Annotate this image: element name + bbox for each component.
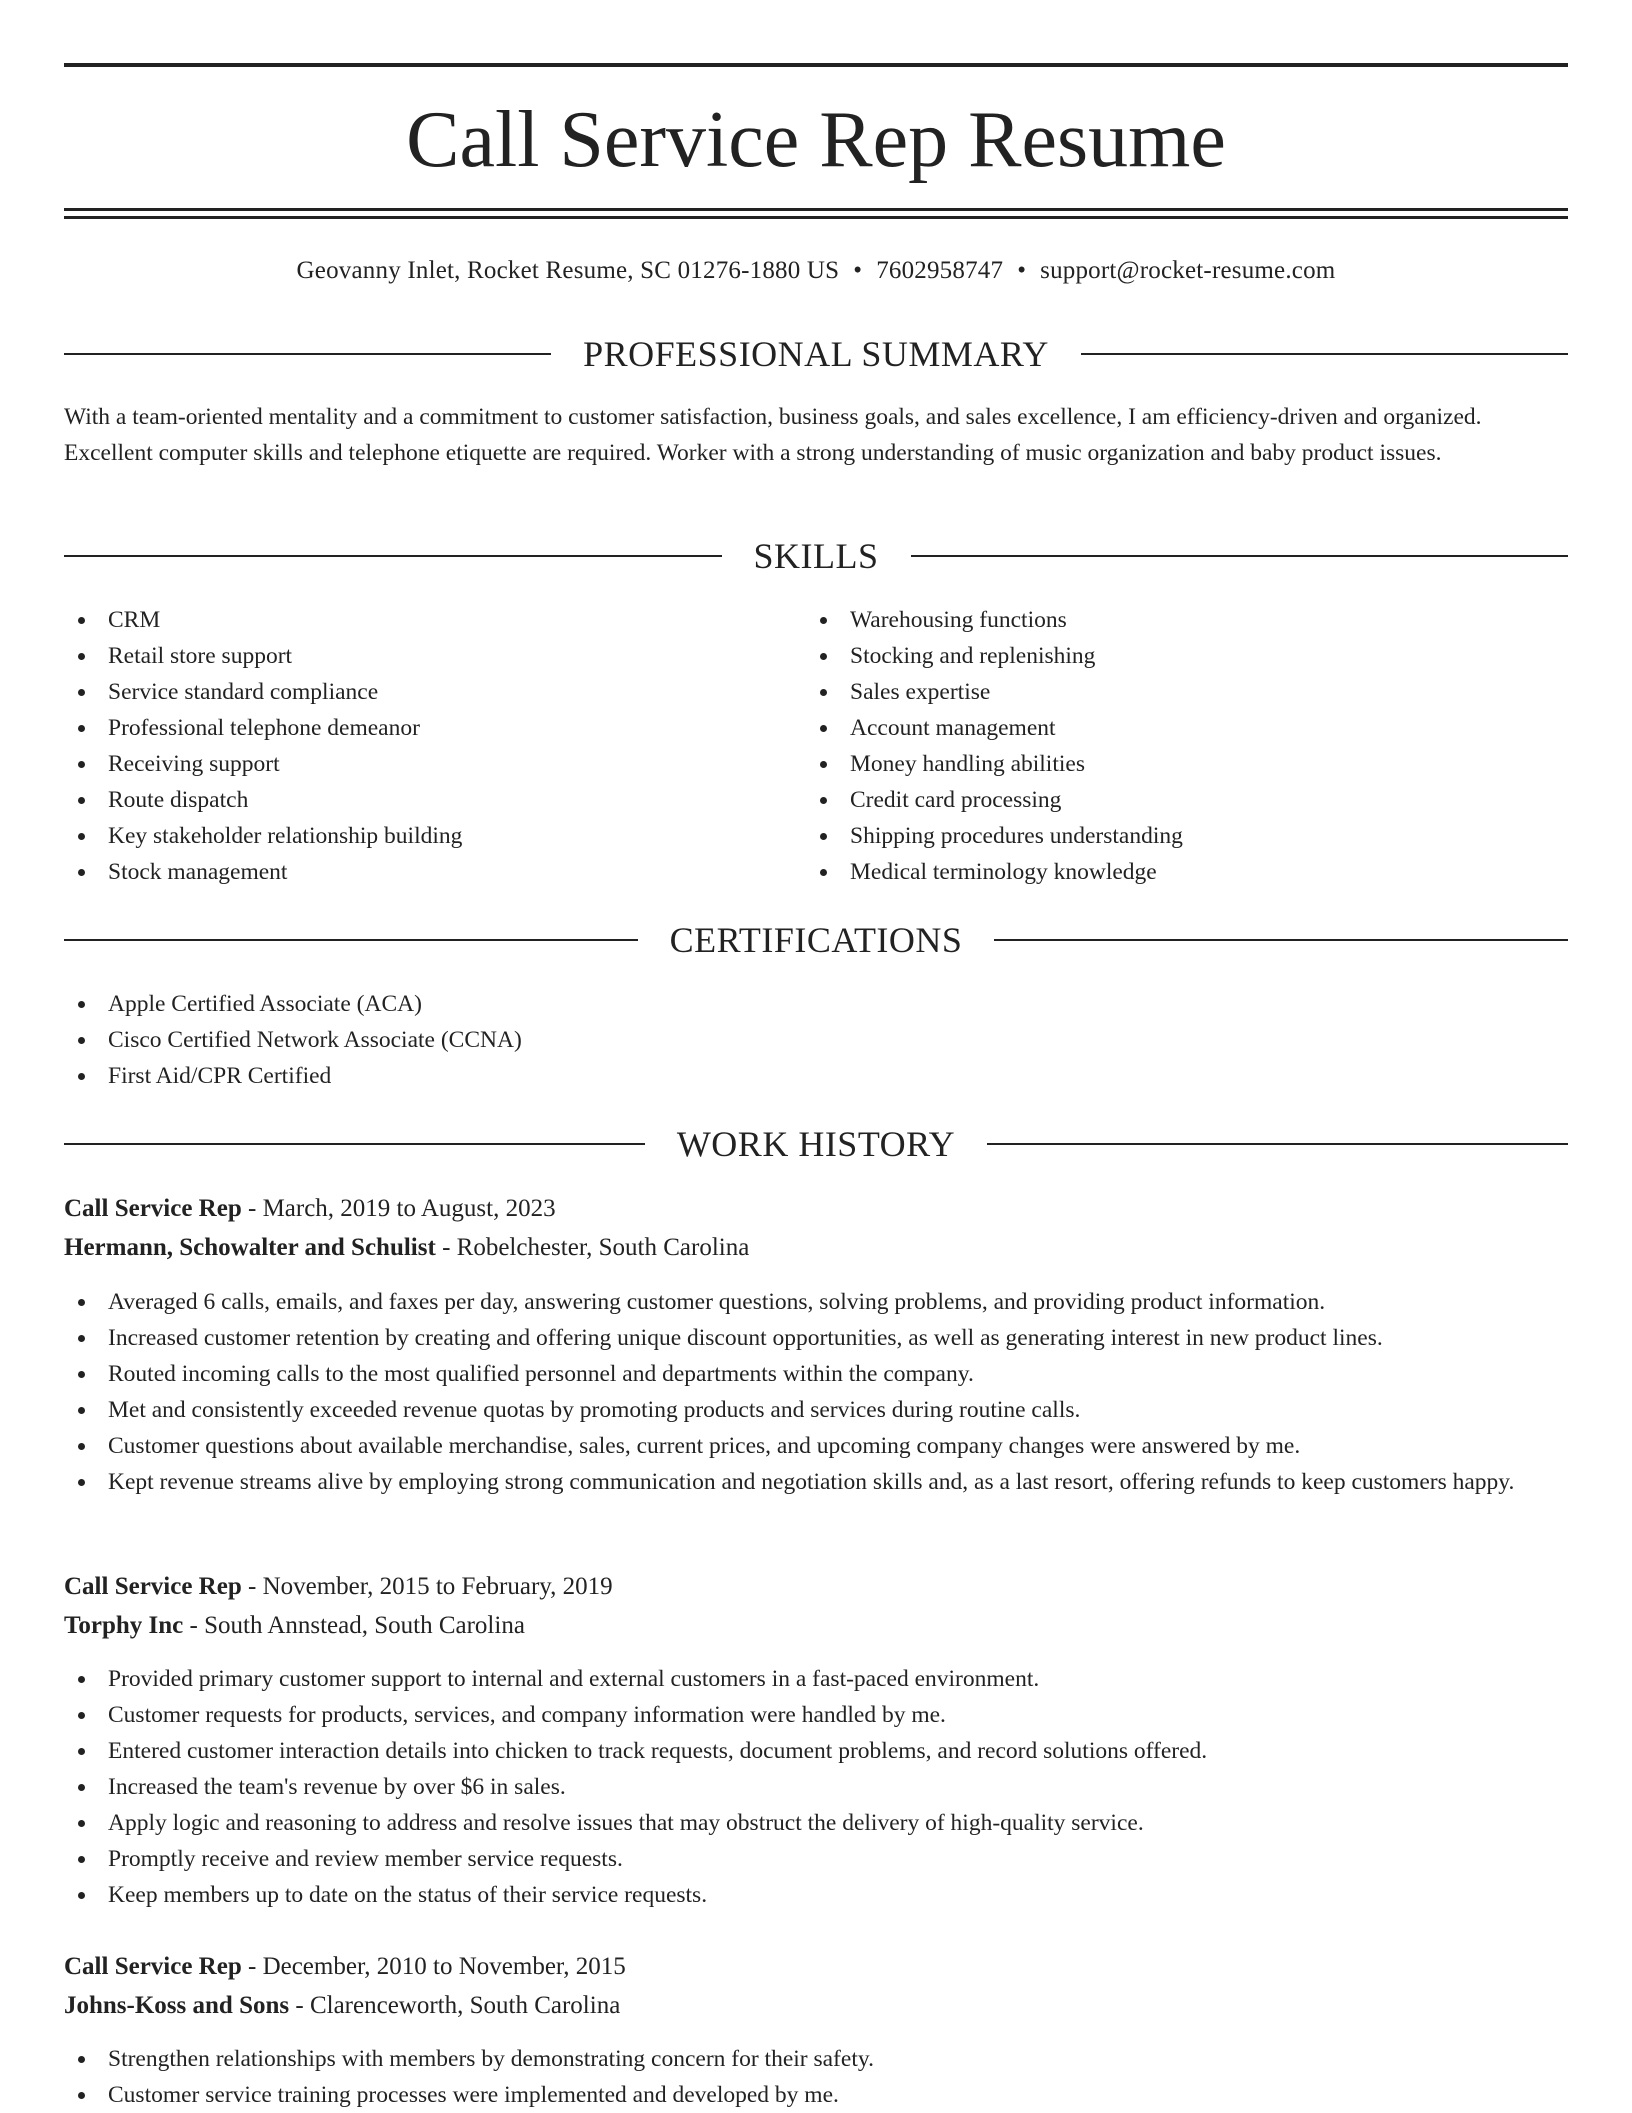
contact-line <box>64 254 1568 288</box>
divider <box>64 555 722 557</box>
skill-item <box>64 782 804 818</box>
job-duty-text: Customer service training processes were implemented and developed by me. <box>108 2082 839 2108</box>
skill-text: CRM <box>108 607 161 633</box>
bullet-icon <box>78 1335 85 1342</box>
bullet-icon <box>820 617 827 624</box>
skill-text: Shipping procedures understanding <box>850 823 1183 849</box>
skill-item <box>806 746 1566 782</box>
job-dates: November, 2015 to February, 2019 <box>262 1573 613 1600</box>
section-title: SKILLS <box>753 536 879 576</box>
skill-text: Credit card processing <box>850 787 1062 813</box>
skill-item <box>64 818 804 854</box>
skill-item <box>64 710 804 746</box>
skill-item <box>64 674 804 710</box>
bullet-icon <box>78 1001 85 1008</box>
bullet-icon <box>78 1676 85 1683</box>
divider <box>911 555 1569 557</box>
job-location: Robelchester, South Carolina <box>456 1234 750 1261</box>
bullet-icon <box>78 797 85 804</box>
job-duties-list <box>64 2041 1568 2113</box>
job-title: Call Service Rep <box>64 1195 242 1222</box>
bullet-icon <box>78 1371 85 1378</box>
bullet-icon <box>78 1443 85 1450</box>
job-duty-item <box>64 1769 1568 1805</box>
job-dash: - <box>241 1573 263 1600</box>
skill-item <box>806 782 1566 818</box>
bullet-icon <box>820 725 827 732</box>
skill-text: Receiving support <box>108 751 280 777</box>
title-double-rule <box>64 208 1568 219</box>
bullet-icon <box>820 869 827 876</box>
job-duty-text: Keep members up to date on the status of their service requests. <box>108 1882 708 1908</box>
section-heading-summary <box>64 331 1568 377</box>
skill-item <box>806 710 1566 746</box>
job-dates: March, 2019 to August, 2023 <box>262 1195 556 1222</box>
job-duty-text: Increased the team's revenue by over $6 in sales. <box>108 1774 566 1800</box>
skill-text: Sales expertise <box>850 679 991 705</box>
skill-item <box>806 674 1566 710</box>
skill-item <box>64 854 804 890</box>
bullet-icon <box>820 653 827 660</box>
job-title-line <box>64 1190 1568 1228</box>
job-title: Call Service Rep <box>64 1573 242 1600</box>
bullet-icon <box>78 1784 85 1791</box>
bullet-icon <box>78 725 85 732</box>
skill-item <box>64 602 804 638</box>
section-title: WORK HISTORY <box>676 1124 956 1164</box>
bullet-icon <box>820 761 827 768</box>
job-duty-text: Strengthen relationships with members by demonstrating concern for their safety. <box>108 2046 874 2072</box>
certifications-list <box>64 986 1568 1094</box>
job-dash: - <box>241 1195 263 1222</box>
bullet-icon <box>78 1820 85 1827</box>
divider <box>994 939 1568 941</box>
skill-text: Medical terminology knowledge <box>850 859 1157 885</box>
job-location: Clarenceworth, South Carolina <box>309 1992 621 2019</box>
certification-text: Cisco Certified Network Associate (CCNA) <box>108 1027 522 1053</box>
job-duty-item <box>64 1841 1568 1877</box>
section-title: CERTIFICATIONS <box>669 920 963 960</box>
job-company-line <box>64 1607 1568 1645</box>
job-duty-item <box>64 2077 1568 2113</box>
job-company-line <box>64 1229 1568 1267</box>
certification-text: First Aid/CPR Certified <box>108 1063 332 1089</box>
job-duty-text: Met and consistently exceeded revenue quotas by promoting products and services during routine calls. <box>108 1397 1081 1423</box>
certification-item <box>64 1022 1568 1058</box>
bullet-icon <box>820 689 827 696</box>
skill-item <box>806 818 1566 854</box>
skill-text: Retail store support <box>108 643 293 669</box>
section-heading-work-history <box>64 1121 1568 1167</box>
job-duty-text: Provided primary customer support to internal and external customers in a fast-paced environment. <box>108 1666 1040 1692</box>
skill-item <box>64 746 804 782</box>
job-duties-list <box>64 1661 1568 1913</box>
resume-title: Call Service Rep Resume <box>406 96 1226 184</box>
job-duty-text: Customer requests for products, services, and company information were handled by me. <box>108 1702 946 1728</box>
contact-email: support@rocket-resume.com <box>1040 257 1336 284</box>
job-company: Hermann, Schowalter and Schulist <box>64 1234 436 1261</box>
job-duty-text: Customer questions about available merchandise, sales, current prices, and upcoming company changes were answered by me. <box>108 1433 1301 1459</box>
job-company: Johns-Koss and Sons <box>64 1992 290 2019</box>
skill-text: Money handling abilities <box>850 751 1085 777</box>
job-dash: - <box>183 1612 205 1639</box>
bullet-icon <box>78 1407 85 1414</box>
job-duty-item <box>64 1284 1568 1320</box>
contact-address: Geovanny Inlet, Rocket Resume, SC 01276-1880 US <box>296 257 840 284</box>
skill-text: Professional telephone demeanor <box>108 715 420 741</box>
job-duty-item <box>64 1733 1568 1769</box>
certification-item <box>64 1058 1568 1094</box>
skills-list-right <box>806 602 1566 890</box>
certification-text: Apple Certified Associate (ACA) <box>108 991 422 1017</box>
job-duties-list <box>64 1284 1568 1500</box>
skill-item <box>806 602 1566 638</box>
bullet-icon <box>78 1748 85 1755</box>
skill-item <box>806 854 1566 890</box>
job-title-line <box>64 1948 1568 1986</box>
contact-separator: • <box>853 257 863 284</box>
bullet-icon <box>78 1479 85 1486</box>
job-duty-text: Entered customer interaction details into chicken to track requests, document problems, and record solutions offered. <box>108 1738 1208 1764</box>
bullet-icon <box>78 1073 85 1080</box>
bullet-icon <box>78 869 85 876</box>
job-duty-item <box>64 1697 1568 1733</box>
summary-text: With a team-oriented mentality and a commitment to customer satisfaction, business goals, and sales excellence, I am efficiency-driven and organized. Excellent computer skills and telephone etiquette are required. Worker with a strong understanding of music organization and baby product issues. <box>64 404 1482 466</box>
bullet-icon <box>78 689 85 696</box>
job-title: Call Service Rep <box>64 1953 242 1980</box>
job-duty-item <box>64 2041 1568 2077</box>
bullet-icon <box>78 1037 85 1044</box>
bullet-icon <box>78 617 85 624</box>
skills-list-left <box>64 602 804 890</box>
job-company-line <box>64 1987 1568 2025</box>
job-duty-item <box>64 1661 1568 1697</box>
job-location: South Annstead, South Carolina <box>204 1612 525 1639</box>
bullet-icon <box>820 833 827 840</box>
job-duty-text: Routed incoming calls to the most qualified personnel and departments within the company. <box>108 1361 974 1387</box>
skill-text: Stocking and replenishing <box>850 643 1096 669</box>
job-duty-item <box>64 1392 1568 1428</box>
divider <box>1081 353 1568 355</box>
section-title: PROFESSIONAL SUMMARY <box>583 334 1049 374</box>
job-duty-item <box>64 1464 1568 1500</box>
divider <box>64 1143 645 1145</box>
job-duty-text: Averaged 6 calls, emails, and faxes per day, answering customer questions, solving problems, and providing product information. <box>108 1289 1326 1315</box>
section-heading-certifications <box>64 917 1568 963</box>
job-duty-item <box>64 1877 1568 1913</box>
section-heading-skills <box>64 533 1568 579</box>
job-company: Torphy Inc <box>64 1612 184 1639</box>
job-duty-item <box>64 1805 1568 1841</box>
job-duty-text: Apply logic and reasoning to address and resolve issues that may obstruct the delivery of high-quality service. <box>108 1810 1144 1836</box>
job-duty-item <box>64 1356 1568 1392</box>
job-duty-text: Promptly receive and review member service requests. <box>108 1846 623 1872</box>
skill-text: Route dispatch <box>108 787 249 813</box>
job-dates: December, 2010 to November, 2015 <box>262 1953 626 1980</box>
divider <box>987 1143 1568 1145</box>
contact-separator: • <box>1017 257 1027 284</box>
bullet-icon <box>78 1856 85 1863</box>
job-duty-text: Increased customer retention by creating and offering unique discount opportunities, as well as generating interest in new product lines. <box>108 1325 1383 1351</box>
top-rule <box>64 63 1568 67</box>
divider <box>64 939 638 941</box>
job-dash: - <box>241 1953 263 1980</box>
job-duty-text: Kept revenue streams alive by employing strong communication and negotiation skills and, as a last resort, offering refunds to keep customers happy. <box>108 1469 1515 1495</box>
job-duty-item <box>64 1320 1568 1356</box>
bullet-icon <box>78 2056 85 2063</box>
bullet-icon <box>78 1299 85 1306</box>
certification-item <box>64 986 1568 1022</box>
skill-item <box>64 638 804 674</box>
bullet-icon <box>78 653 85 660</box>
skill-text: Service standard compliance <box>108 679 379 705</box>
bullet-icon <box>78 1892 85 1899</box>
bullet-icon <box>78 761 85 768</box>
skill-text: Account management <box>850 715 1056 741</box>
skill-text: Key stakeholder relationship building <box>108 823 463 849</box>
bullet-icon <box>820 797 827 804</box>
bullet-icon <box>78 1712 85 1719</box>
bullet-icon <box>78 2092 85 2099</box>
bullet-icon <box>78 833 85 840</box>
contact-phone: 7602958747 <box>876 257 1004 284</box>
divider <box>64 353 551 355</box>
job-dash: - <box>435 1234 457 1261</box>
job-duty-item <box>64 1428 1568 1464</box>
skill-item <box>806 638 1566 674</box>
job-dash: - <box>289 1992 310 2019</box>
skill-text: Warehousing functions <box>850 607 1067 633</box>
job-title-line <box>64 1568 1568 1606</box>
skill-text: Stock management <box>108 859 288 885</box>
